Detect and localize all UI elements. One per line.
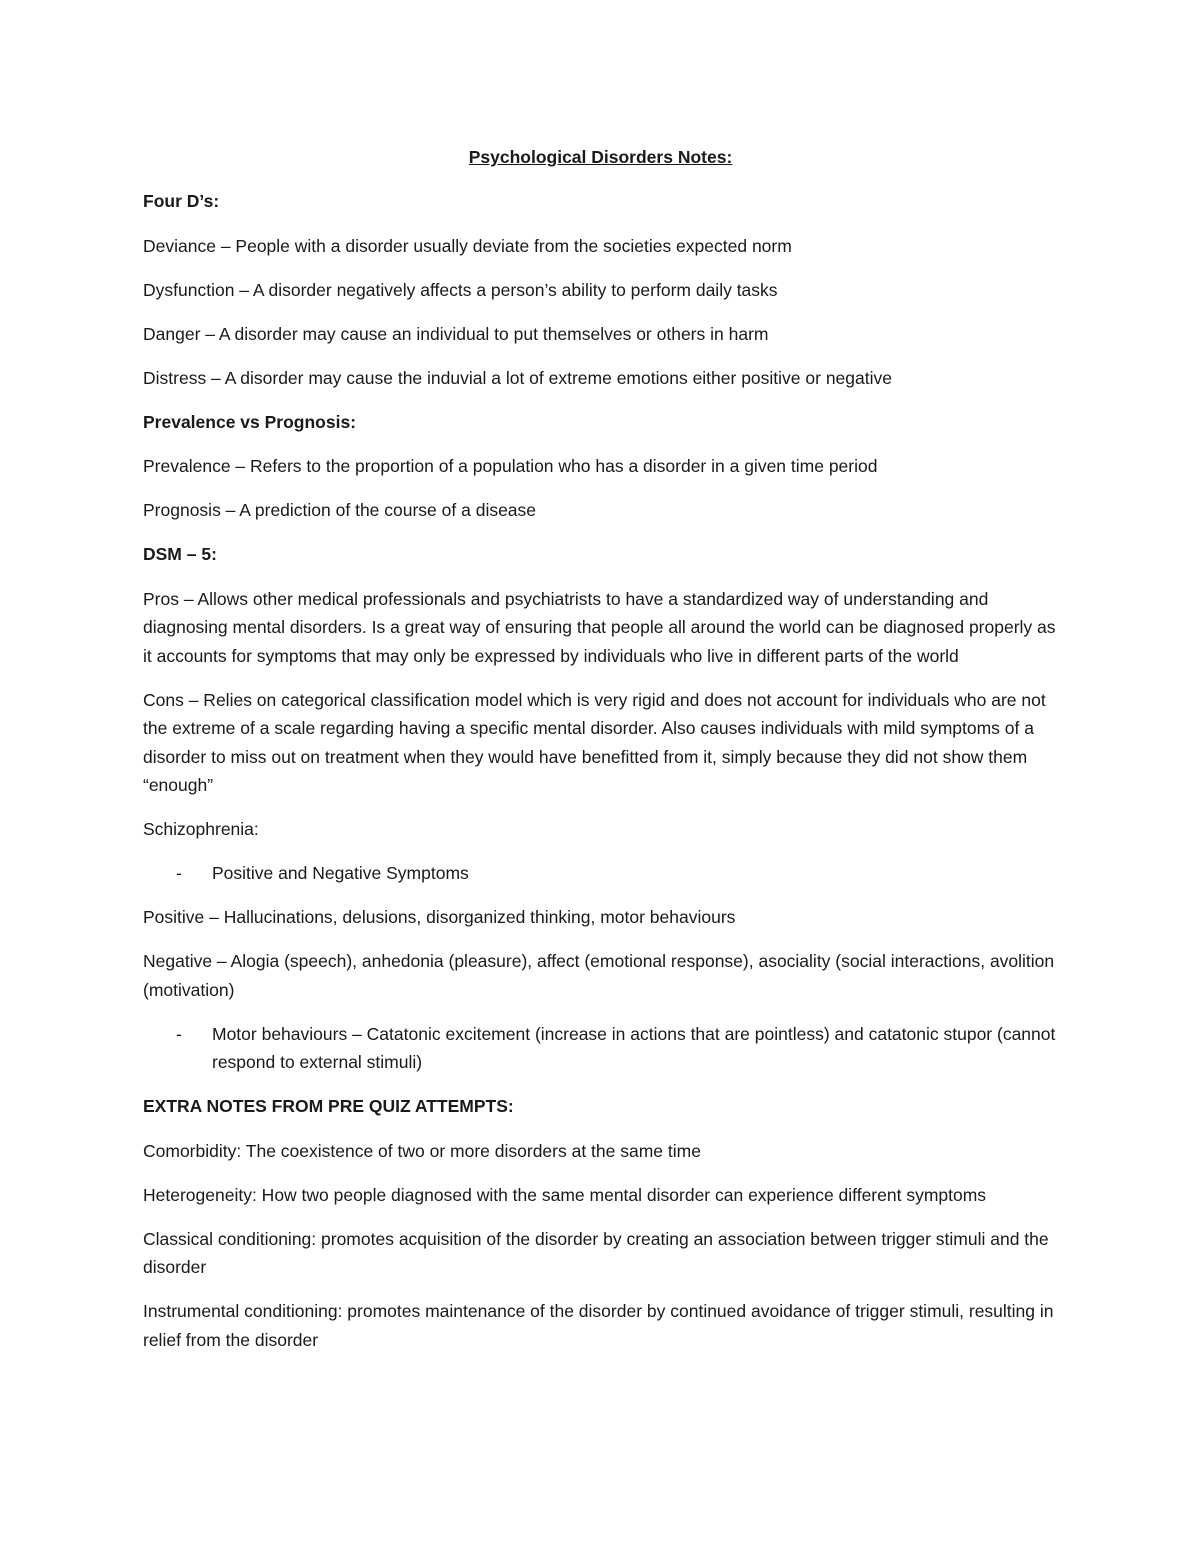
bullet-text: Motor behaviours – Catatonic excitement (increase in actions that are pointless) and catatonic stupor (cannot respond to external stimuli) [212, 1023, 1056, 1072]
dsm-heading: DSM – 5: [143, 544, 217, 564]
four-ds-danger: Danger – A disorder may cause an individual to put themselves or others in harm [143, 323, 769, 344]
schizophrenia-bullet-motor [143, 1020, 1058, 1077]
prognosis-definition: Prognosis – A prediction of the course of a disease [143, 500, 537, 520]
four-ds-distress: Distress – A disorder may cause the induvial a lot of extreme emotions either positive or negative [143, 367, 892, 388]
dsm-cons: Cons – Relies on categorical classification model which is very rigid and does not account for individuals who are not the extreme of a scale regarding having a specific mental disorder. Also causes individuals with mild symptoms of a disorder to miss out on treatment when they would have benefitted from it, simply because they did not show them “enough” [143, 689, 1046, 795]
extra-heterogeneity: Heterogeneity: How two people diagnosed with the same mental disorder can experience different symptoms [143, 1184, 987, 1205]
prevalence-heading: Prevalence vs Prognosis: [143, 411, 357, 432]
four-ds-heading: Four D’s: [143, 191, 220, 211]
schizophrenia-heading: Schizophrenia: [143, 819, 259, 839]
schizophrenia-positive: Positive – Hallucinations, delusions, disorganized thinking, motor behaviours [143, 907, 736, 927]
extra-instrumental-conditioning: Instrumental conditioning: promotes maintenance of the disorder by continued avoidance of trigger stimuli, resulting in relief from the disorder [143, 1301, 1054, 1350]
dsm-pros: Pros – Allows other medical professionals and psychiatrists to have a standardized way of understanding and diagnosing mental disorders. Is a great way of ensuring that people all around the world can be diagnosed properly as it accounts for symptoms that may only be expressed by individuals who live in different parts of the world [143, 588, 1056, 666]
four-ds-deviance: Deviance – People with a disorder usually deviate from the societies expected norm [143, 235, 792, 256]
bullet-dash: - [176, 863, 182, 883]
document-body [143, 143, 1058, 1370]
extra-comorbidity: Comorbidity: The coexistence of two or more disorders at the same time [143, 1140, 701, 1161]
document-title: Psychological Disorders Notes: [468, 147, 733, 167]
prevalence-definition: Prevalence – Refers to the proportion of a population who has a disorder in a given time period [143, 456, 878, 476]
bullet-text: Positive and Negative Symptoms [212, 863, 469, 883]
bullet-dash: - [176, 1023, 182, 1044]
extra-notes-heading: EXTRA NOTES FROM PRE QUIZ ATTEMPTS: [143, 1096, 514, 1116]
schizophrenia-bullet-symptoms [143, 859, 1058, 888]
schizophrenia-negative: Negative – Alogia (speech), anhedonia (pleasure), affect (emotional response), asociality (social interactions, avolition (motivation) [143, 951, 1055, 1000]
extra-classical-conditioning: Classical conditioning: promotes acquisition of the disorder by creating an association between trigger stimuli and the disorder [143, 1228, 1049, 1277]
four-ds-dysfunction: Dysfunction – A disorder negatively affects a person’s ability to perform daily tasks [143, 279, 778, 300]
